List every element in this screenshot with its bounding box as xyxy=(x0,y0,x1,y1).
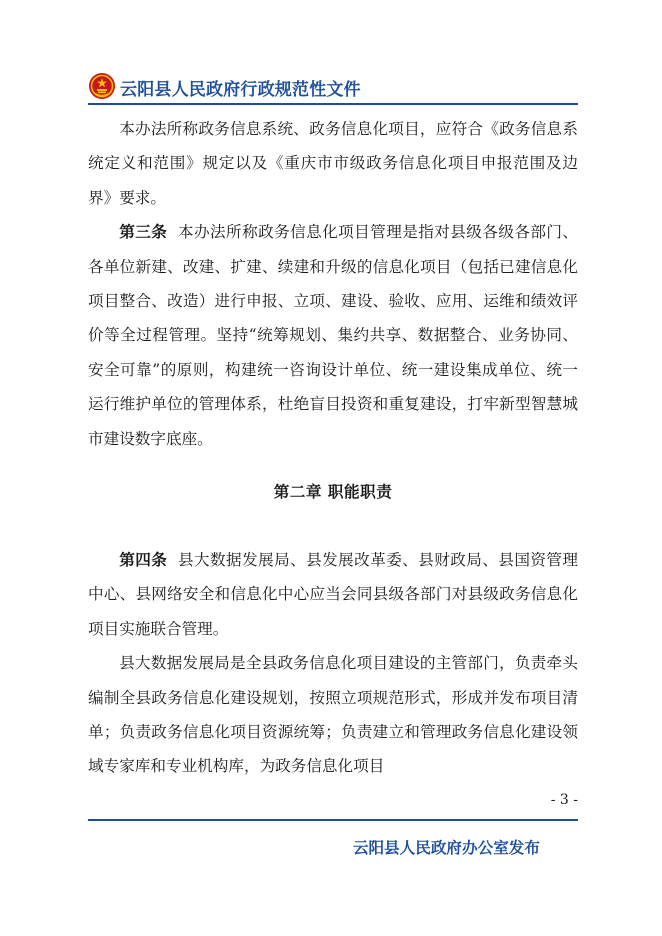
document-body-bottom xyxy=(88,543,578,784)
article-4-text: 县大数据发展局、县发展改革委、县财政局、县国资管理中心、县网络安全和信息化中心应当会同县级各部门对县级政务信息化项目实施联合管理。 xyxy=(88,551,578,638)
header-divider xyxy=(88,103,578,105)
document-header xyxy=(88,70,578,110)
header-title: 云阳县人民政府行政规范性文件 xyxy=(120,80,361,100)
article-4-heading: 第四条 xyxy=(119,551,168,569)
paragraph-article-3 xyxy=(88,215,578,456)
paragraph-scope: 本办法所称政务信息系统、政务信息化项目，应符合《政务信息系统定义和范围》规定以及《重庆市市级政务信息化项目申报范围及边界》要求。 xyxy=(88,120,578,207)
document-body-top xyxy=(88,112,578,456)
chapter-heading: 第二章 职能职责 xyxy=(273,483,393,501)
footer-publisher: 云阳县人民政府办公室发布 xyxy=(352,839,540,857)
article-3-text: 本办法所称政务信息化项目管理是指对县级各级各部门、各单位新建、改建、扩建、续建和升级的信息化项目（包括已建信息化项目整合、改造）进行申报、立项、建设、验收、应用、运维和绩效评价等全过程管理。坚持“统筹规划、集约共享、数据整合、业务协同、安全可靠”的原则，构建统一咨询设计单位、统一建设集成单位、统一运行维护单位的管理体系，杜绝盲目投资和重复建设，打牢新型智慧城市建设数字底座。 xyxy=(88,223,578,448)
page-number: - 3 - xyxy=(550,792,578,808)
paragraph-article-4 xyxy=(88,543,578,646)
paragraph-bigdata-bureau: 县大数据发展局是全县政务信息化项目建设的主管部门，负责牵头编制全县政务信息化建设规划，按照立项规范形式，形成并发布项目清单；负责政务信息化项目资源统筹；负责建立和管理政务信息化建设领域专家库和专业机构库，为政务信息化项目 xyxy=(88,654,578,776)
national-emblem-icon xyxy=(88,72,116,100)
article-3-heading: 第三条 xyxy=(119,223,168,242)
footer-divider xyxy=(88,819,578,821)
